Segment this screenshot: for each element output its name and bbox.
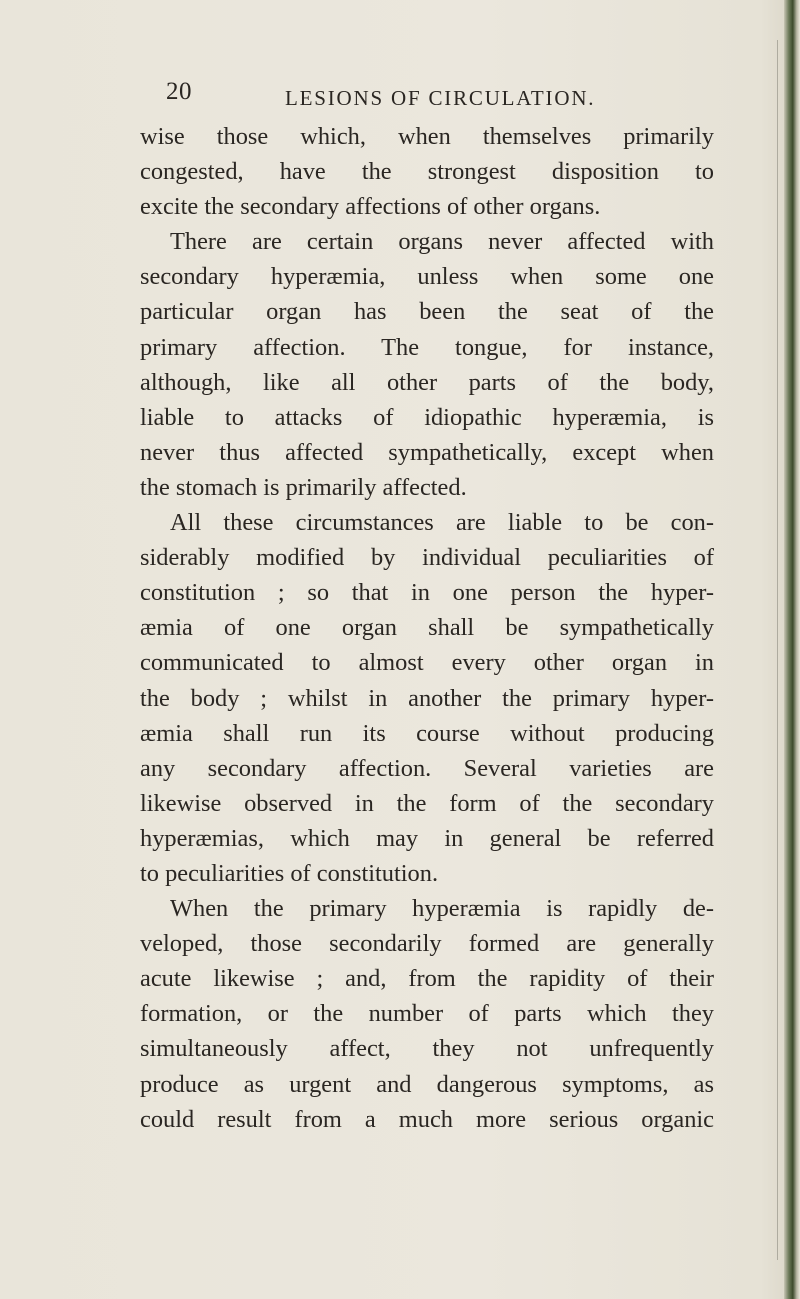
paragraph-start-line: All these circumstances are liable to be con- bbox=[170, 509, 714, 537]
text-line: æmia shall run its course without producing bbox=[140, 719, 714, 747]
text-line: to peculiarities of constitution. bbox=[140, 859, 439, 887]
body-text bbox=[140, 119, 714, 1137]
text-line: secondary hyperæmia, unless when some one bbox=[140, 263, 714, 291]
text-line: veloped, those secondarily formed are generally bbox=[140, 930, 714, 958]
page-edge bbox=[784, 0, 800, 1299]
text-line: liable to attacks of idiopathic hyperæmia, is bbox=[140, 403, 714, 431]
text-line: particular organ has been the seat of the bbox=[140, 298, 714, 326]
text-line: congested, have the strongest disposition to bbox=[140, 158, 714, 186]
text-line: siderably modified by individual peculiarities of bbox=[140, 544, 714, 572]
paragraph-start-line: When the primary hyperæmia is rapidly de- bbox=[170, 895, 714, 923]
text-line: the body ; whilst in another the primary hyper- bbox=[140, 684, 714, 712]
text-line: formation, or the number of parts which they bbox=[140, 1000, 714, 1028]
text-line: primary affection. The tongue, for instance, bbox=[140, 333, 714, 361]
text-line: constitution ; so that in one person the hyper- bbox=[140, 579, 714, 607]
text-line: hyperæmias, which may in general be referred bbox=[140, 824, 714, 852]
page-fold-line bbox=[777, 40, 778, 1260]
text-line: simultaneously affect, they not unfrequently bbox=[140, 1035, 714, 1063]
text-line: wise those which, when themselves primarily bbox=[140, 123, 714, 150]
text-line: acute likewise ; and, from the rapidity of their bbox=[140, 965, 714, 993]
paragraph-start-line: There are certain organs never affected with bbox=[170, 228, 714, 256]
text-line: likewise observed in the form of the secondary bbox=[140, 789, 714, 817]
text-line: never thus affected sympathetically, except when bbox=[140, 438, 714, 466]
text-line: æmia of one organ shall be sympathetically bbox=[140, 614, 714, 642]
page-number: 20 bbox=[166, 78, 192, 105]
text-line: communicated to almost every other organ in bbox=[140, 649, 714, 677]
text-line: could result from a much more serious organic bbox=[140, 1105, 714, 1133]
text-line: any secondary affection. Several varieties are bbox=[140, 754, 714, 782]
text-line: produce as urgent and dangerous symptoms, as bbox=[140, 1070, 714, 1098]
text-line: excite the secondary affections of other organs. bbox=[140, 193, 601, 221]
running-head: LESIONS OF CIRCULATION. bbox=[285, 86, 596, 110]
text-line: the stomach is primarily affected. bbox=[140, 473, 467, 501]
text-line: although, like all other parts of the body, bbox=[140, 368, 714, 396]
